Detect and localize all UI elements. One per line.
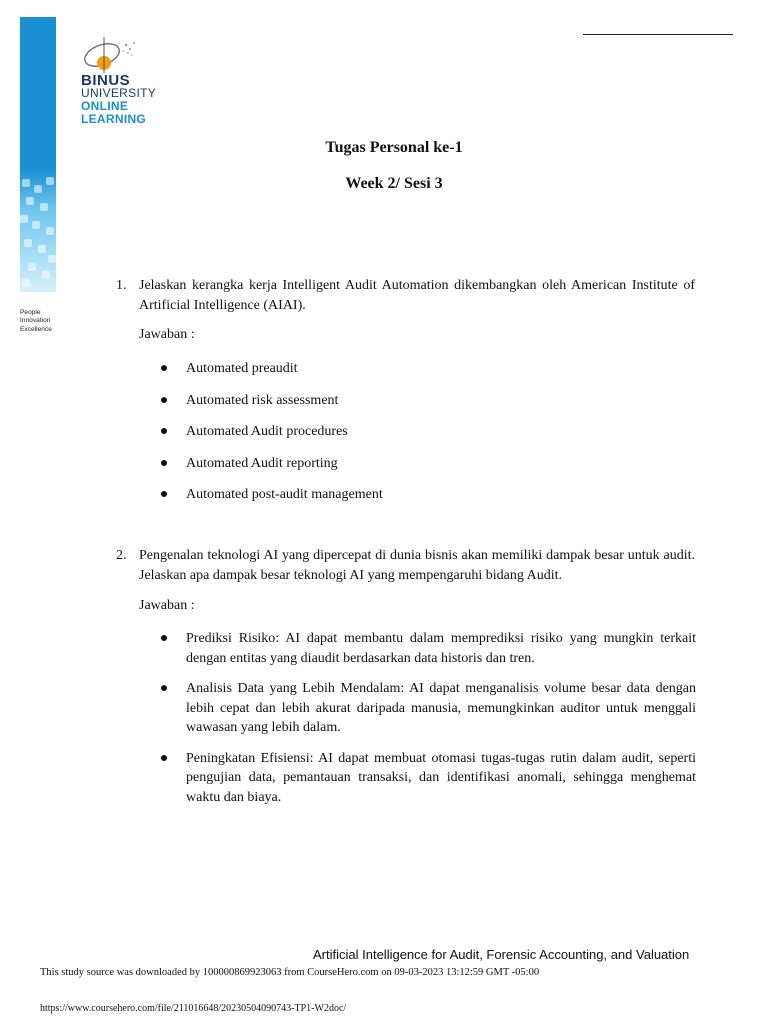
logo-line: ONLINE xyxy=(81,99,129,113)
download-notice: This study source was downloaded by 100000869923063 from CourseHero.com on 09-03-2023 13:12:59 GMT -05:00 xyxy=(40,967,540,978)
tagline-line: Innovation xyxy=(20,317,51,325)
answer-label: Jawaban : xyxy=(139,598,195,613)
footer-course-title: Artificial Intelligence for Audit, Forensic Accounting, and Valuation xyxy=(313,947,690,962)
question-1 xyxy=(116,276,695,315)
header-rule xyxy=(583,34,733,35)
list-item xyxy=(161,422,696,442)
bullet-icon xyxy=(161,365,167,371)
list-item-text: Peningkatan Efisiensi: AI dapat membuat otomasi tugas-tugas rutin dalam audit, seperti pengujian data, pemantauan transaksi, dan identifikasi anomali, sehingga menghemat waktu dan biaya. xyxy=(186,750,696,805)
bullet-icon xyxy=(161,685,167,691)
document-title: Tugas Personal ke-1 xyxy=(325,139,463,156)
list-item xyxy=(161,359,696,379)
list-item-text: Automated post-audit management xyxy=(186,487,383,502)
list-item-text: Automated Audit reporting xyxy=(186,455,338,471)
university-tagline xyxy=(20,309,52,334)
answer-list-2 xyxy=(161,629,696,807)
question-text: Jelaskan kerangka kerja Intelligent Audit Automation dikembangkan oleh American Institute of Artificial Intelligence (AIAI). xyxy=(139,278,695,313)
bullet-icon xyxy=(161,491,167,497)
source-url: https://www.coursehero.com/file/211016648/20230504090743-TP1-W2doc/ xyxy=(40,1003,347,1014)
answer-label: Jawaban : xyxy=(139,327,195,342)
list-item xyxy=(161,391,696,411)
bullet-icon xyxy=(161,755,167,761)
list-item-text: Prediksi Risiko: AI dapat membantu dalam memprediksi risiko yang mungkin terkait dengan entitas yang diaudit berdasarkan data historis dan tren. xyxy=(186,631,696,666)
question-number: 1. xyxy=(116,278,127,293)
logo-line: UNIVERSITY xyxy=(81,86,157,100)
answer-list-1 xyxy=(161,359,696,505)
list-item xyxy=(161,485,696,505)
list-item-text: Automated Audit procedures xyxy=(186,424,348,439)
bullet-icon xyxy=(161,460,167,466)
bullet-icon xyxy=(161,635,167,641)
logo-line: LEARNING xyxy=(81,112,147,126)
list-item-text: Automated risk assessment xyxy=(186,392,339,408)
list-item-text: Automated preaudit xyxy=(186,361,298,376)
list-item xyxy=(161,454,696,474)
question-2 xyxy=(116,546,695,585)
question-number: 2. xyxy=(116,548,127,563)
logo-line: BINUS xyxy=(81,72,131,89)
list-item xyxy=(161,749,696,808)
tagline-line: People xyxy=(20,309,41,316)
tagline-line: Excellence xyxy=(20,325,52,333)
bullet-icon xyxy=(161,428,167,434)
list-item xyxy=(161,679,696,738)
document-subtitle: Week 2/ Sesi 3 xyxy=(345,175,443,192)
question-text: Pengenalan teknologi AI yang dipercepat di dunia bisnis akan memiliki dampak besar untuk audit. Jelaskan apa dampak besar teknologi AI yang mempengaruhi bidang Audit. xyxy=(139,548,695,583)
list-item xyxy=(161,629,696,668)
binus-logo-wordmark xyxy=(81,74,156,126)
list-item-text: Analisis Data yang Lebih Mendalam: AI dapat menganalisis volume besar data dengan lebih cepat dan lebih akurat daripada manusia, memungkinkan auditor untuk menggali wawasan yang lebih dalam. xyxy=(186,681,696,735)
bullet-icon xyxy=(161,397,167,403)
